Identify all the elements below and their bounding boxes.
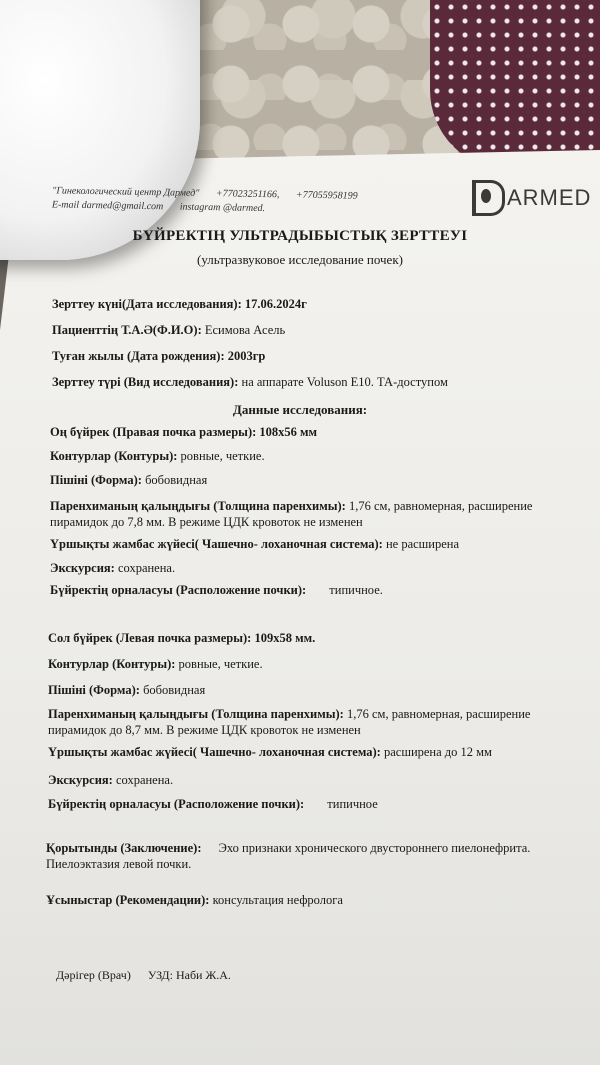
patient-name: Пациенттің Т.А.Ә(Ф.И.О): Есимова Асель [52, 323, 286, 337]
conclusion: Қорытынды (Заключение): Эхо признаки хронического двустороннего пиелонефрита. Пиелоэктазия левой почки. [46, 841, 531, 871]
doctor-name: УЗД: Наби Ж.А. [147, 968, 231, 982]
right-kidney-excursion: Экскурсия: сохранена. [50, 561, 176, 575]
data-heading: Данные исследования: [232, 402, 368, 417]
right-kidney-parenchyma: Паренхиманың қалыңдығы (Толщина паренхимы): 1,76 см, равномерная, расширение пирамидок до 7,8 мм. В режиме ЦДК кровоток не изменен [50, 499, 533, 529]
document-title: БҮЙРЕКТІҢ УЛЬТРАДЫБЫСТЫҚ ЗЕРТТЕУІ [132, 228, 468, 244]
left-kidney-pelvis: Үршықты жамбас жүйесі( Чашечно- лоханочная система): расширена до 12 мм [48, 745, 492, 759]
clinic-name: "Гинекологический центр Дармед" [52, 185, 200, 199]
left-kidney-shape: Пішіні (Форма): бобовидная [48, 683, 206, 697]
right-kidney-location: Бүйректің орналасуы (Расположение почки): типичное. [50, 583, 383, 597]
clinic-instagram: instagram @darmed. [179, 201, 266, 215]
background-fabric [430, 0, 600, 170]
darmed-logo [472, 180, 591, 216]
right-kidney-shape: Пішіні (Форма): бобовидная [50, 473, 208, 487]
logo-text: ARMED [507, 185, 592, 210]
left-kidney-location: Бүйректің орналасуы (Расположение почки): типичное [48, 797, 378, 811]
left-kidney-size: Сол бүйрек (Левая почка размеры): 109x58 мм. [48, 631, 316, 645]
left-kidney-contour: Контурлар (Контуры): ровные, четкие. [48, 657, 263, 671]
recommendation: Ұсыныстар (Рекомендации): консультация нефролога [46, 893, 343, 907]
exam-type: Зерттеу түрі (Вид исследования): на аппарате Voluson E10. ТА-доступом [52, 375, 448, 389]
clinic-contacts [52, 184, 472, 219]
clinic-email: E-mail darmed@gmail.com [51, 199, 164, 213]
exam-date: Зерттеу күні(Дата исследования): 17.06.2024г [52, 297, 307, 311]
darmed-logo-icon [472, 180, 505, 216]
phone-1: +77023251166, [215, 188, 280, 201]
left-kidney-parenchyma: Паренхиманың қалыңдығы (Толщина паренхимы): 1,76 см, равномерная, расширение пирамидок до 8,7 мм. В режиме ЦДК кровоток не изменен [48, 707, 531, 737]
signature [56, 968, 231, 983]
right-kidney-pelvis: Үршықты жамбас жүйесі( Чашечно- лоханочная система): не расширена [50, 537, 460, 551]
phone-2: +77055958199 [295, 189, 358, 202]
left-kidney-excursion: Экскурсия: сохранена. [48, 773, 174, 787]
document-subtitle: (ультразвуковое исследование почек) [197, 252, 403, 267]
doctor-role: Дәрігер (Врач) [56, 968, 131, 982]
birth-year: Туған жылы (Дата рождения): 2003гр [52, 349, 266, 363]
document-content [0, 150, 600, 1065]
right-kidney-size: Оң бүйрек (Правая почка размеры): 108x56 мм [50, 425, 318, 439]
right-kidney-contour: Контурлар (Контуры): ровные, четкие. [50, 449, 265, 463]
